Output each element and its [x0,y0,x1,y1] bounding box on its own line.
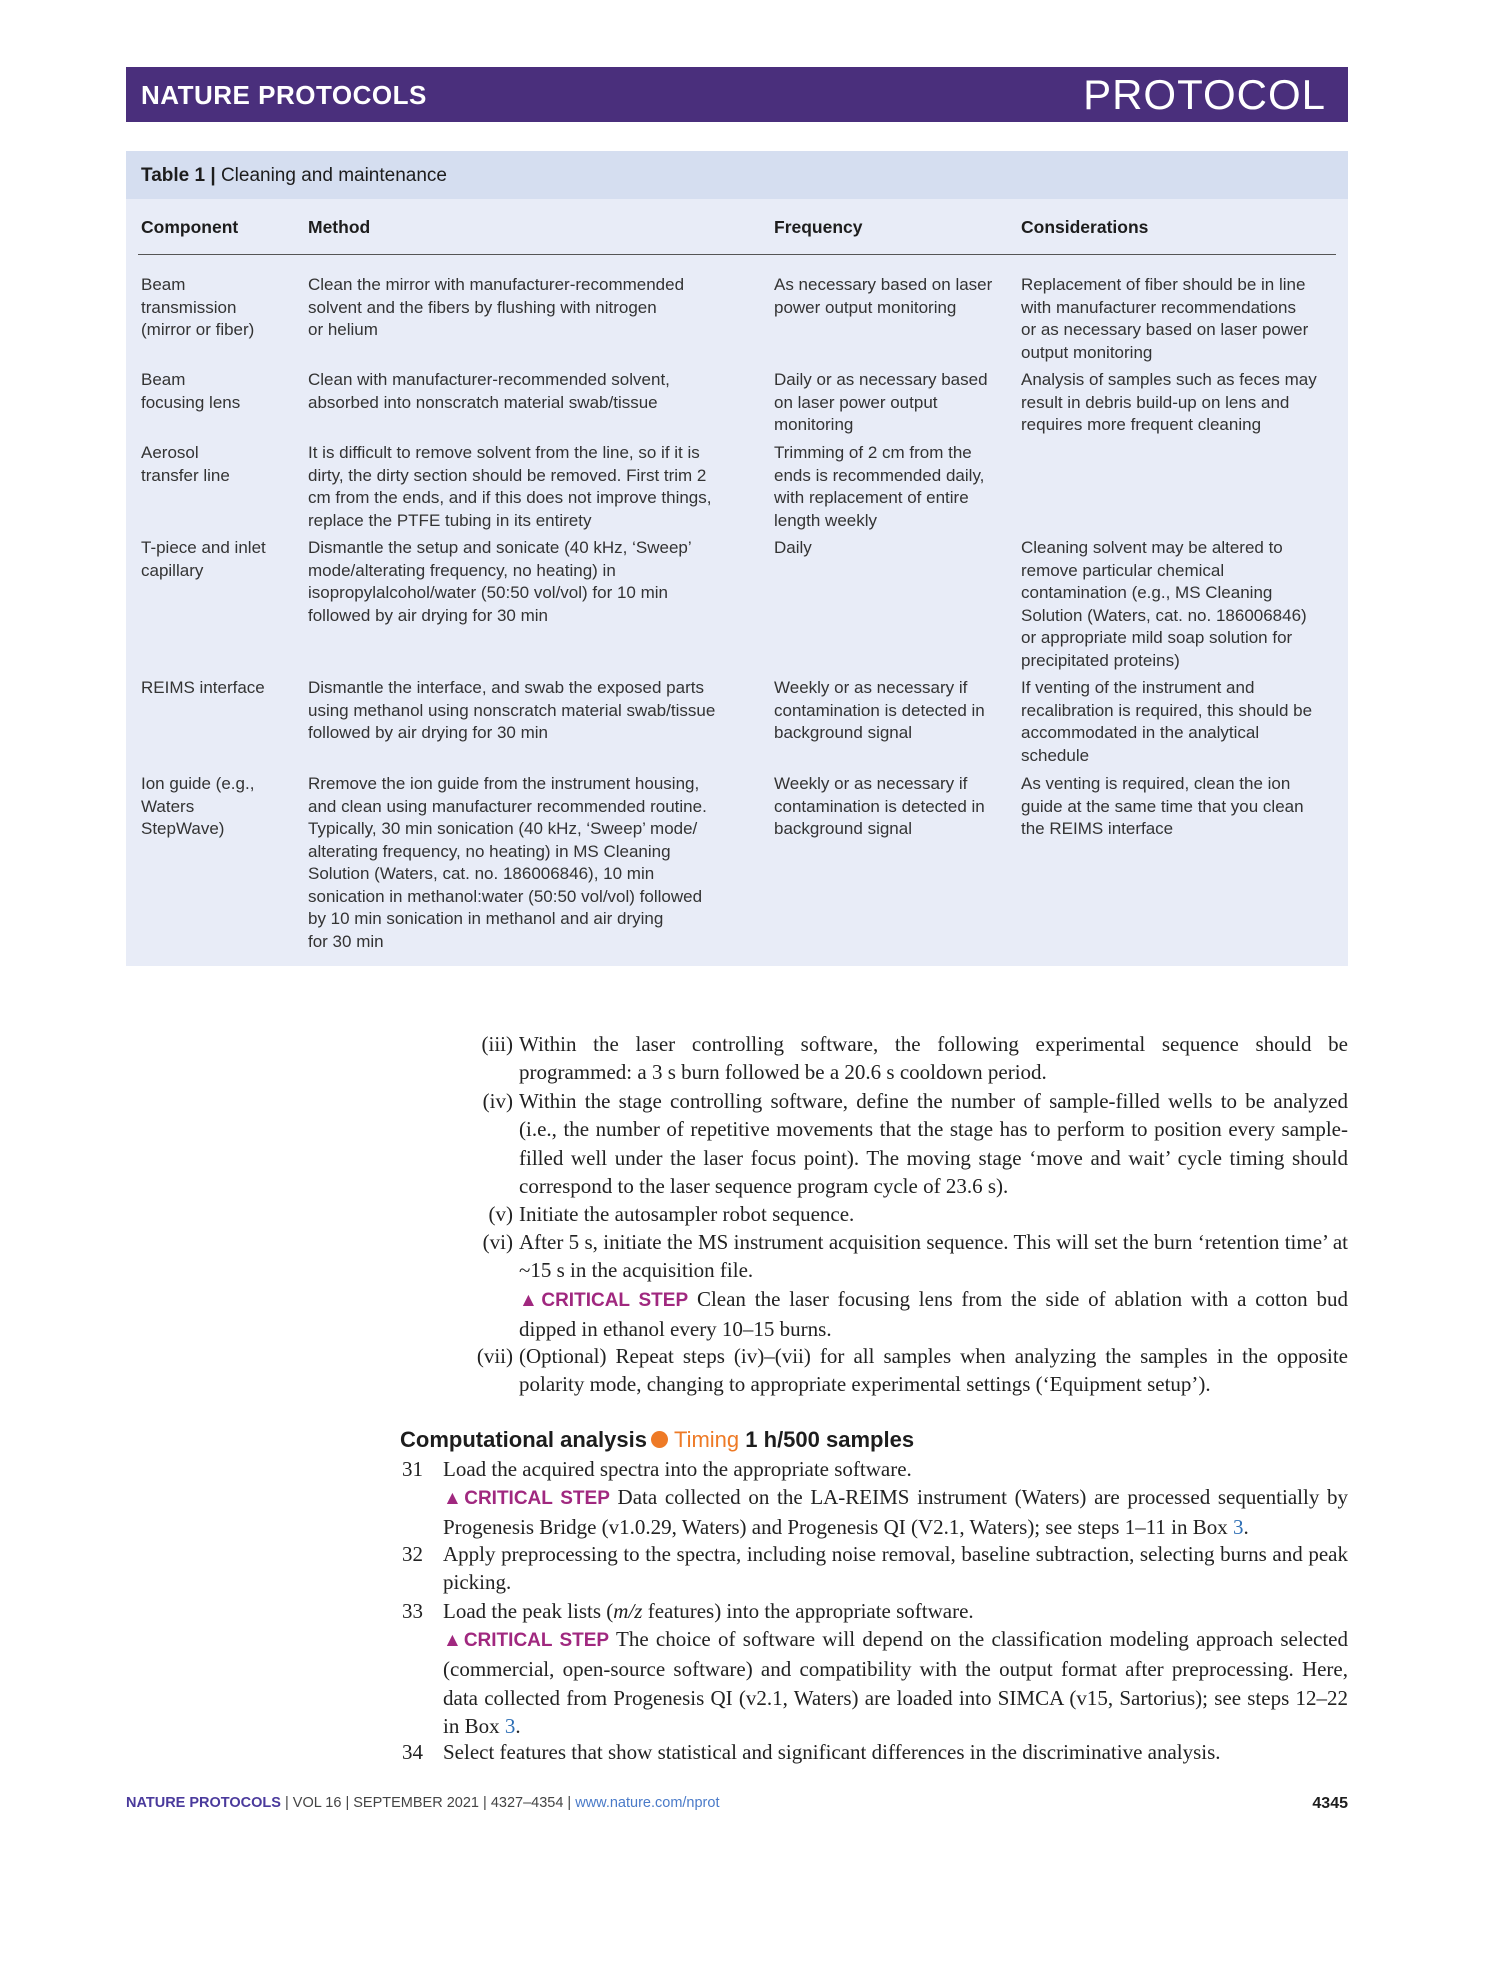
table-cell-component [141,369,240,414]
table-cell-frequency [774,369,988,437]
cell-line: Dismantle the interface, and swab the exposed parts [308,678,704,697]
cell-line: Aerosol [141,443,199,462]
cell-line: Rremove the ion guide from the instrument housing, [308,774,700,793]
cell-line: accommodated in the analytical [1021,723,1260,742]
cell-line: and clean using manufacturer recommended routine. [308,796,707,816]
cell-line: alterating frequency, no heating) in MS Cleaning [308,841,671,861]
table-cell-frequency [774,773,985,841]
cell-line: cm from the ends, and if this does not improve things, [308,488,712,507]
cell-line: Clean the mirror with manufacturer-recommended [308,275,685,294]
critical-step-label: ▲CRITICAL STEP [519,1290,689,1311]
table-cell-considerations [1021,369,1317,437]
step-body: Clean the laser focusing lens from the side of ablation with a cotton bud dipped in ethanol every 10–15 burns. [519,1287,1348,1342]
step-text [443,1625,1348,1740]
cell-line: Beam [141,370,186,389]
table-cell-method [308,442,711,532]
substep-text [519,1342,1348,1399]
table-cell-component [141,442,230,487]
cell-line: length weekly [774,510,878,530]
table-cell-method [308,537,692,627]
table-cell-component [141,677,265,700]
table-cell-method [308,369,670,414]
col-header-considerations: Considerations [1021,217,1149,237]
step-body: Data collected on the LA-REIMS instrument (Waters) are processed sequentially by Progenesis Bridge (v1.0.29, Waters) and Progenesis QI (V2.1, Waters); see steps 1–11 in Box [443,1485,1349,1540]
article-type: PROTOCOL [1083,71,1326,118]
cell-line: Trimming of 2 cm from the [774,443,972,462]
table-label: Table 1 | [141,165,216,186]
cell-line: contamination is detected in [774,700,985,720]
box-link[interactable]: 3 [504,1713,516,1738]
cell-line: StepWave) [141,819,225,838]
cell-line: Cleaning solvent may be altered to [1021,538,1283,557]
cell-line: background signal [774,723,912,742]
step-body: Load the acquired spectra into the appropriate software. [443,1457,912,1481]
substep-number: (v) [488,1202,513,1226]
substep-text [519,1228,1348,1285]
journal-name: NATURE PROTOCOLS [141,80,427,110]
journal-header-bar [126,67,1348,122]
cell-line: Analysis of samples such as feces may [1021,370,1317,389]
table-cell-considerations [1021,537,1307,672]
cell-line: followed by air drying for 30 min [308,723,549,742]
cell-line: (mirror or fiber) [141,320,255,339]
col-header-frequency: Frequency [774,217,863,237]
table-1 [126,151,1348,966]
cell-line: Clean with manufacturer-recommended solvent, [308,370,670,389]
cell-line: REIMS interface [141,678,265,697]
cell-line: or helium [308,320,378,339]
cell-line: guide at the same time that you clean [1021,796,1304,816]
footer-volume: VOL 16 [292,1795,342,1811]
critical-step-label: ▲CRITICAL STEP [443,1488,610,1509]
cell-line: T-piece and inlet [141,538,266,557]
cell-line: schedule [1021,745,1090,765]
step-number: 32 [402,1542,423,1566]
cell-line: output monitoring [1021,342,1153,362]
cell-line: followed by air drying for 30 min [308,605,549,625]
cell-line: Weekly or as necessary if [774,678,968,697]
col-header-component: Component [141,217,239,237]
cell-line: replace the PTFE tubing in its entirety [308,510,592,530]
table-cell-considerations [1021,677,1312,767]
table-cell-frequency [774,442,984,532]
step-text [443,1455,1348,1483]
cell-line: Typically, 30 min sonication (40 kHz, ‘Sweep’ mode/ [308,819,698,838]
substep-text [519,1285,1348,1344]
substep-number: (iii) [481,1032,513,1056]
table-cell-component [141,274,254,342]
footer-url[interactable]: www.nature.com/nprot [575,1795,720,1811]
cell-line: focusing lens [141,392,241,412]
cell-line: using methanol using nonscratch material swab/tissue [308,700,716,720]
critical-step-label: ▲CRITICAL STEP [443,1630,610,1651]
cell-line: transmission [141,297,237,317]
cell-line: As necessary based on laser [774,275,993,294]
table-cell-frequency [774,537,812,560]
cell-line: isopropylalcohol/water (50:50 vol/vol) for 10 min [308,583,669,602]
cell-line: with manufacturer recommendations [1021,297,1296,317]
step-number: 33 [402,1599,423,1623]
step-text [443,1483,1348,1542]
table-cell-considerations [1021,773,1304,841]
cell-line: If venting of the instrument and [1021,678,1255,697]
cell-line: Replacement of fiber should be in line [1021,275,1306,294]
cell-line: Solution (Waters, cat. no. 186006846) [1021,605,1307,625]
col-header-method: Method [308,217,371,237]
cell-line: ends is recommended daily, [774,465,985,485]
step-body: . [1243,1515,1249,1540]
cell-line: Daily or as necessary based [774,370,988,389]
table-cell-frequency [774,677,985,745]
step-body: After 5 s, initiate the MS instrument acquisition sequence. This will set the burn ‘retention time’ at ~15 s in the acquisition file. [519,1230,1348,1283]
substep-text [519,1030,1348,1087]
step-body: Select features that show statistical and significant differences in the discriminative analysis. [443,1740,1221,1764]
table-cell-considerations [1021,274,1308,364]
substep-number: (iv) [482,1089,513,1113]
cell-line: requires more frequent cleaning [1021,415,1262,434]
table-cell-component [141,537,266,582]
footer-journal: NATURE PROTOCOLS [126,1795,281,1811]
cell-line: Solution (Waters, cat. no. 186006846), 10 min [308,864,655,883]
cell-line: dirty, the dirty section should be removed. First trim 2 [308,465,707,485]
step-number: 34 [402,1740,423,1764]
step-text [443,1738,1348,1766]
cell-line: contamination (e.g., MS Cleaning [1021,583,1273,602]
timing-dot-icon [651,1431,668,1448]
cell-line: remove particular chemical [1021,560,1225,580]
step-text [443,1540,1348,1597]
cell-line: transfer line [141,465,230,485]
table-header-row [138,199,1336,255]
step-body: Within the stage controlling software, define the number of sample-filled wells to be analyzed (i.e., the number of repetitive movements that the stage has to perform to position every sample-filled well under the laser focus point). The moving stage ‘move and wait’ cycle timing should correspond to the laser sequence program cycle of 23.6 s). [519,1089,1348,1198]
timing-value: 1 h/500 samples [745,1427,915,1452]
cell-line: sonication in methanol:water (50:50 vol/vol) followed [308,886,703,906]
cell-line: power output monitoring [774,297,957,317]
mz-italic: m/z [613,1599,643,1623]
substep-number: (vi) [482,1230,513,1254]
step-body: . [515,1713,521,1738]
cell-line: contamination is detected in [774,796,985,816]
footer-pages: 4327–4354 [490,1795,564,1811]
cell-line: Daily [774,538,812,557]
cell-line: capillary [141,560,204,580]
footer-date: SEPTEMBER 2021 [353,1795,479,1811]
substep-number: (vii) [476,1344,513,1368]
cell-line: with replacement of entire [774,488,969,507]
cell-line: As venting is required, clean the ion [1021,774,1291,793]
cell-line: Waters [141,796,195,816]
cell-line: solvent and the fibers by flushing with nitrogen [308,297,657,317]
table-cell-method [308,274,684,342]
cell-line: result in debris build-up on lens and [1021,392,1290,412]
cell-line: on laser power output [774,392,938,412]
table-cell-frequency [774,274,992,319]
cell-line: absorbed into nonscratch material swab/tissue [308,392,658,412]
step-body: The choice of software will depend on the classification modeling approach selected (commercial, open-source software) and compatibility with the output format after preprocessing. Here, data collected from Progenesis QI (v2.1, Waters) are loaded into SIMCA (v15, Sartorius); see steps 12–22 in Box [443,1627,1348,1738]
step-body: Load the peak lists ( [443,1599,614,1623]
cell-line: recalibration is required, this should be [1021,700,1313,720]
page-number: 4345 [1312,1795,1348,1812]
timing-label: Timing [673,1427,740,1452]
table-cell-method [308,773,707,953]
substep-text [519,1200,1348,1228]
cell-line: Dismantle the setup and sonicate (40 kHz, ‘Sweep’ [308,538,692,557]
cell-line: or as necessary based on laser power [1021,320,1309,339]
cell-line: monitoring [774,415,854,434]
section-title: Computational analysis [400,1427,647,1452]
cell-line: Beam [141,275,186,294]
table-cell-method [308,677,715,745]
cell-line: the REIMS interface [1021,819,1174,838]
table-title: Cleaning and maintenance [220,165,447,186]
substep-text [519,1087,1348,1200]
box-link[interactable]: 3 [1233,1515,1244,1540]
cell-line: Ion guide (e.g., [141,774,255,793]
cell-line: background signal [774,819,912,838]
section-heading [400,1427,914,1453]
step-text [443,1597,1348,1625]
cell-line: precipitated proteins) [1021,650,1180,670]
table-cell-component [141,773,254,841]
page-footer: NATURE PROTOCOLS | VOL 16 | SEPTEMBER 2021 | 4327–4354 | www.nature.com/nprot 4345 [126,1795,1348,1812]
step-body: Initiate the autosampler robot sequence. [519,1202,855,1226]
cell-line: It is difficult to remove solvent from the line, so if it is [308,443,700,462]
table-caption [126,151,1348,199]
cell-line: for 30 min [308,931,384,951]
cell-line: mode/alterating frequency, no heating) in [308,560,616,580]
step-body: features) into the appropriate software. [642,1599,974,1623]
step-body: Apply preprocessing to the spectra, including noise removal, baseline subtraction, selecting burns and peak picking. [443,1542,1348,1595]
step-number: 31 [402,1457,423,1481]
step-body: (Optional) Repeat steps (iv)–(vii) for all samples when analyzing the samples in the opposite polarity mode, changing to appropriate experimental settings (‘Equipment setup’). [519,1344,1348,1397]
cell-line: or appropriate mild soap solution for [1021,628,1293,647]
step-body: Within the laser controlling software, the following experimental sequence should be programmed: a 3 s burn followed be a 20.6 s cooldown period. [519,1032,1348,1085]
cell-line: by 10 min sonication in methanol and air drying [308,909,664,928]
cell-line: Weekly or as necessary if [774,774,968,793]
